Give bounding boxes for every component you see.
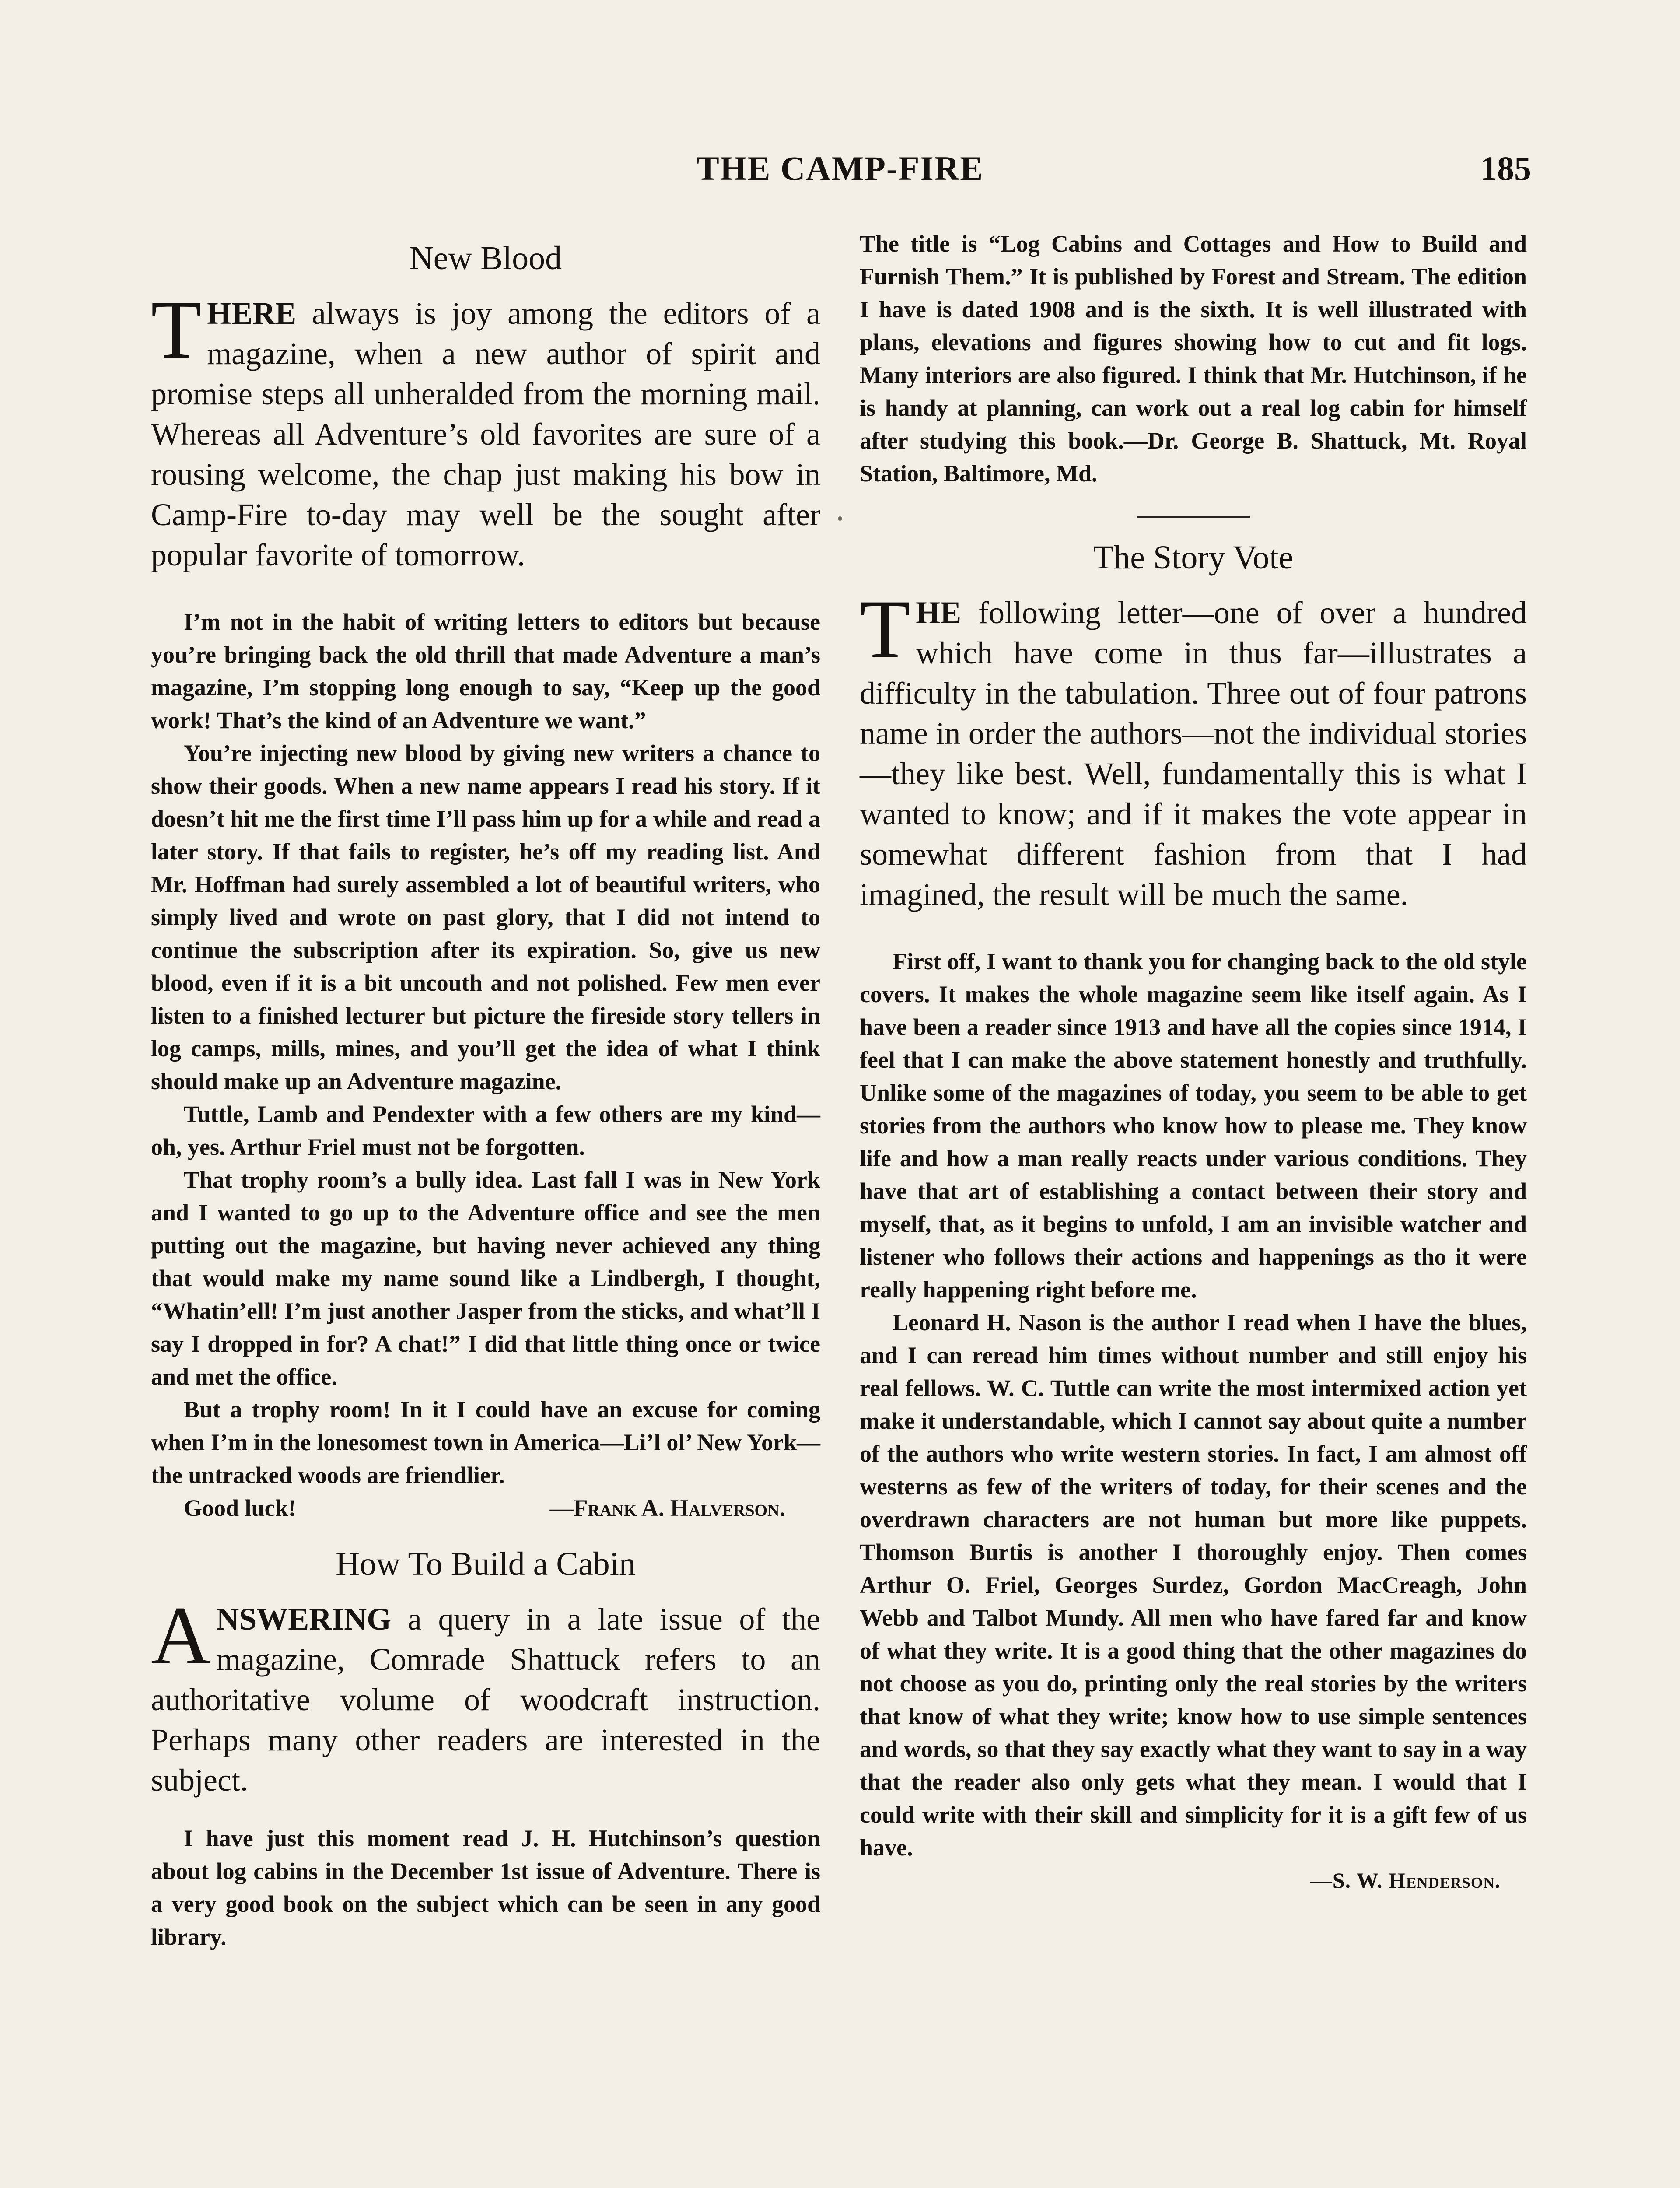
reader-letter (860, 945, 1527, 1893)
lead-caps: HE (916, 595, 962, 630)
left-column (151, 228, 820, 1953)
letter-closing (151, 1492, 820, 1525)
letter-paragraph: First off, I want to thank you for changing back to the old style covers. It makes the whole magazine seem like itself again. As I have been a reader since 1913 and have all the copies since 1914, I feel that I can make the above statement honestly and truthfully. Unlike some of the magazines of today, you seem to be able to get stories from the authors who know how to please me. They know life and how a man really reacts under various conditions. They have that art of establishing a contact between their story and myself, that, as it begins to unfold, I am an invisible watcher and listener who follows their actions and happenings as tho it were really happening right before me. (860, 948, 1527, 1303)
page-number: 185 (1480, 149, 1531, 187)
lead-text: always is joy among the editors of a magazine, when a new author of spirit and promise steps all unheralded from the morning mail. Whereas all Adventure’s old favorites are sure of a rousing welcome, the chap just making his bow in Camp-Fire to-day may well be the sought after popular favorite of tomorrow. (151, 296, 820, 572)
letter-paragraph: I’m not in the habit of writing letters to editors but because you’re bringing back the old thrill that made Adventure a man’s magazine, I’m stopping long enough to say, “Keep up the good work! That’s the kind of an Adventure we want.” (151, 609, 820, 733)
lead-text: a query in a late issue of the magazine, Comrade Shattuck refers to an authoritative volume of woodcraft instruction. Perhaps many other readers are interested in the subject. (151, 1602, 820, 1798)
lead-caps: NSWERING (216, 1602, 392, 1637)
right-column (860, 228, 1527, 1893)
cabin-section (151, 1542, 820, 1953)
closing-text: Good luck! (184, 1495, 296, 1521)
section-rule (1137, 516, 1250, 518)
lead-paragraph (151, 1590, 820, 1800)
section-heading-cabin: How To Build a Cabin (336, 1546, 636, 1582)
lead-paragraph (860, 583, 1527, 915)
story-vote-section (860, 536, 1527, 1893)
lead-text: following letter—one of over a hundred which have come in thus far—illustrates a difficulty in the tabulation. Three out of four patrons name in order the authors—not the individual stories—they like best. Well, fundamentally this is what I wanted to know; and if it makes the vote appear in somewhat different fashion from that I had imagined, the result will be much the same. (860, 595, 1527, 912)
section-heading-story-vote: The Story Vote (1093, 539, 1294, 576)
drop-cap: T (151, 284, 202, 376)
lead-paragraph (151, 284, 820, 575)
lead-caps: HERE (207, 296, 297, 331)
print-speck (838, 516, 842, 521)
section-heading-new-blood: New Blood (409, 240, 562, 277)
letter-paragraph: That trophy room’s a bully idea. Last fall I was in New York and I wanted to go up to the Adventure office and see the men putting out the magazine, but having never achieved any thing that would make my name sound like a Lindbergh, I thought, “Whatin’ell! I’m just another Jasper from the sticks, and what’ll I say I dropped in for? A chat!” I did that little thing once or twice and met the office. (151, 1167, 820, 1390)
running-head: THE CAMP-FIRE (696, 149, 984, 187)
letter-paragraph: But a trophy room! In it I could have an excuse for coming when I’m in the lonesomest town in America—Li’l ol’ New York—the untracked woods are friendlier. (151, 1396, 820, 1488)
reader-letter (151, 606, 820, 1525)
signature: —Frank A. Halverson. (550, 1495, 785, 1521)
new-blood-section (151, 236, 820, 1525)
letter-paragraph: Leonard H. Nason is the author I read when I have the blues, and I can reread him times without number and still enjoy his real fellows. W. C. Tuttle can write the most intermixed action yet make it understandable, which I cannot say about quite a number of the authors who write western stories. In fact, I am almost off westerns as few of the writers of today, for their scenes and the overdrawn characters are not human but more like puppets. Thomson Burtis is another I thoroughly enjoy. Then comes Arthur O. Friel, Georges Surdez, Gordon MacCreagh, John Webb and Talbot Mundy. All men who have fared far and know of what they write. It is a good thing that the other magazines do not choose as you do, printing only the real stories by the writers that know of what they write; know how to use simple sentences and words, so that they say exactly what they want to say in a way that the reader also only gets what they mean. I would that I could write with their skill and simplicity for it is a gift few of us have. (860, 1309, 1527, 1861)
letter-paragraph: The title is “Log Cabins and Cottages and How to Build and Furnish Them.” It is published by Forest and Stream. The edition I have is dated 1908 and is the sixth. It is well illustrated with plans, elevations and figures showing how to cut and fit logs. Many interiors are also figured. I think that Mr. Hutchinson, if he is handy at planning, can work out a real log cabin for himself after studying this book.—Dr. George B. Shattuck, Mt. Royal Station, Baltimore, Md. (860, 231, 1527, 487)
reader-letter (151, 1822, 820, 1953)
signature: —S. W. Henderson. (1310, 1868, 1501, 1893)
cabin-letter-continued (860, 228, 1527, 490)
letter-paragraph: You’re injecting new blood by giving new writers a chance to show their goods. When a new name appears I read his story. If it doesn’t hit me the first time I’ll pass him up for a while and read a later story. If that fails to register, he’s off my reading list. And Mr. Hoffman had surely assembled a lot of beautiful writers, who simply lived and wrote on past glory, that I did not intend to continue the subscription after its expiration. So, give us new blood, even if it is a bit uncouth and not polished. Few men ever listen to a finished lecturer but picture the fireside story tellers in log camps, mills, mines, and you’ll get the idea of what I think should make up an Adventure magazine. (151, 740, 820, 1094)
drop-cap: T (860, 583, 911, 675)
drop-cap: A (151, 1590, 211, 1682)
letter-paragraph: Tuttle, Lamb and Pendexter with a few others are my kind—oh, yes. Arthur Friel must not be forgotten. (151, 1101, 820, 1160)
letter-paragraph: I have just this moment read J. H. Hutchinson’s question about log cabins in the December 1st issue of Adventure. There is a very good book on the subject which can be seen in any good library. (151, 1825, 820, 1950)
